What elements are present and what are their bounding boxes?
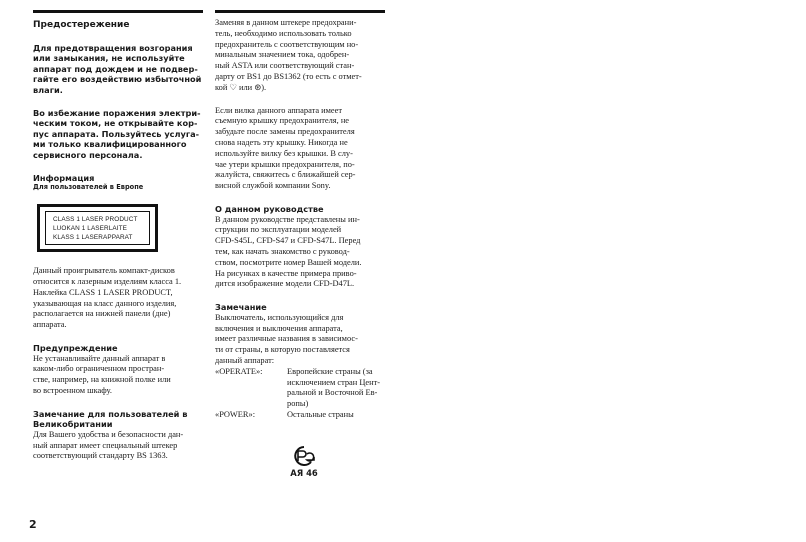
- laser-label-line: LUOKAN 1 LASERLAITE: [53, 225, 128, 233]
- caution-title: Предупреждение: [33, 342, 118, 353]
- switch-key: «POWER»:: [215, 409, 256, 419]
- fuse-cover-text: Если вилка данного аппарата имеет съемную крышку предохранителя, не забудьте после замены предохранителя снова надеть эту крышку. Никогда не используйте вилку без крышки. В слу- чае утери крышки предохранителя, по- жалуйста, свяжитесь с ближайшей сер- висной службой компании Sony.: [215, 105, 356, 191]
- note-text: Выключатель, использующийся для включения и выключения аппарата, имеет различные названия в зависимос- ти от страны, в которую поставляется данный аппарат:: [215, 312, 358, 365]
- laser-label-inner: [45, 211, 150, 245]
- switch-value: Остальные страны: [287, 409, 354, 419]
- caution-text: Не устанавливайте данный аппарат в каком-либо ограниченном простран- стве, например, на книжной полке или во встроенном шкафу.: [33, 353, 171, 395]
- page-number: 2: [29, 518, 37, 531]
- warning-shock-text: Во избежание поражения электри- ческим током, не открывайте кор- пус аппарата. Пользуйтесь услуга- ми только квалифицированного сервисного персонала.: [33, 107, 201, 160]
- switch-key: «OPERATE»:: [215, 366, 263, 376]
- uk-title: Замечание для пользователей в Великобритании: [33, 408, 188, 430]
- switch-value: Европейские страны (за исключением стран Цент- ральной и Восточной Ев- ропы): [287, 366, 381, 409]
- rostest-certification-icon: [289, 445, 319, 467]
- info-title: Информация: [33, 172, 95, 183]
- warning-title: Предостережение: [33, 20, 130, 30]
- left-column: [33, 14, 203, 462]
- warning-fire-text: Для предотвращения возгорания или замыкания, не используйте аппарат под дождем и не подвер- гайте его воздействию избыточной влаги.: [33, 42, 202, 95]
- uk-text: Для Вашего удобства и безопасности дан- ный аппарат имеет специальный штекер соответствующий стандарту BS 1363.: [33, 429, 184, 461]
- laser-label-line: CLASS 1 LASER PRODUCT: [53, 216, 138, 224]
- certification-mark: [284, 445, 324, 478]
- fuse-text: Заменяя в данном штекере предохрани- тель, необходимо использовать только предохранитель с соответствующим но- минальным значением тока, одобрен- ный ASTA или соответствующий стан- дарту от BS1 до BS1362 (то есть с отмет- кой ♡ или ⊛).: [215, 18, 362, 92]
- right-column: [215, 14, 385, 421]
- switch-row-operate: [215, 367, 385, 410]
- laser-label: [37, 204, 158, 252]
- note-title: Замечание: [215, 302, 267, 313]
- info-subtitle: Для пользователей в Европе: [33, 183, 144, 192]
- laser-label-line: KLASS 1 LASERAPPARAT: [53, 234, 133, 242]
- manual-title: О данном руководстве: [215, 203, 324, 214]
- laser-text: Данный проигрыватель компакт-дисков относится к лазерным изделиям класса 1. Наклейка CLASS 1 LASER PRODUCT, указывающая на класс данного изделия, располагается на нижней панели (дне) аппарата.: [33, 266, 182, 330]
- top-rule-left: [33, 10, 203, 13]
- certification-code: АЯ 46: [290, 468, 318, 478]
- top-rule-right: [215, 10, 385, 13]
- switch-row-power: [215, 410, 385, 421]
- manual-text: В данном руководстве представлены ин- струкции по эксплуатации моделей CFD-S45L, CFD-S47 и CFD-S47L. Перед тем, как начать знакомство с руковод- ством, посмотрите номер Вашей модели. На рисунках в качестве примера приво- дится изображение модели CFD-D47L.: [215, 214, 362, 289]
